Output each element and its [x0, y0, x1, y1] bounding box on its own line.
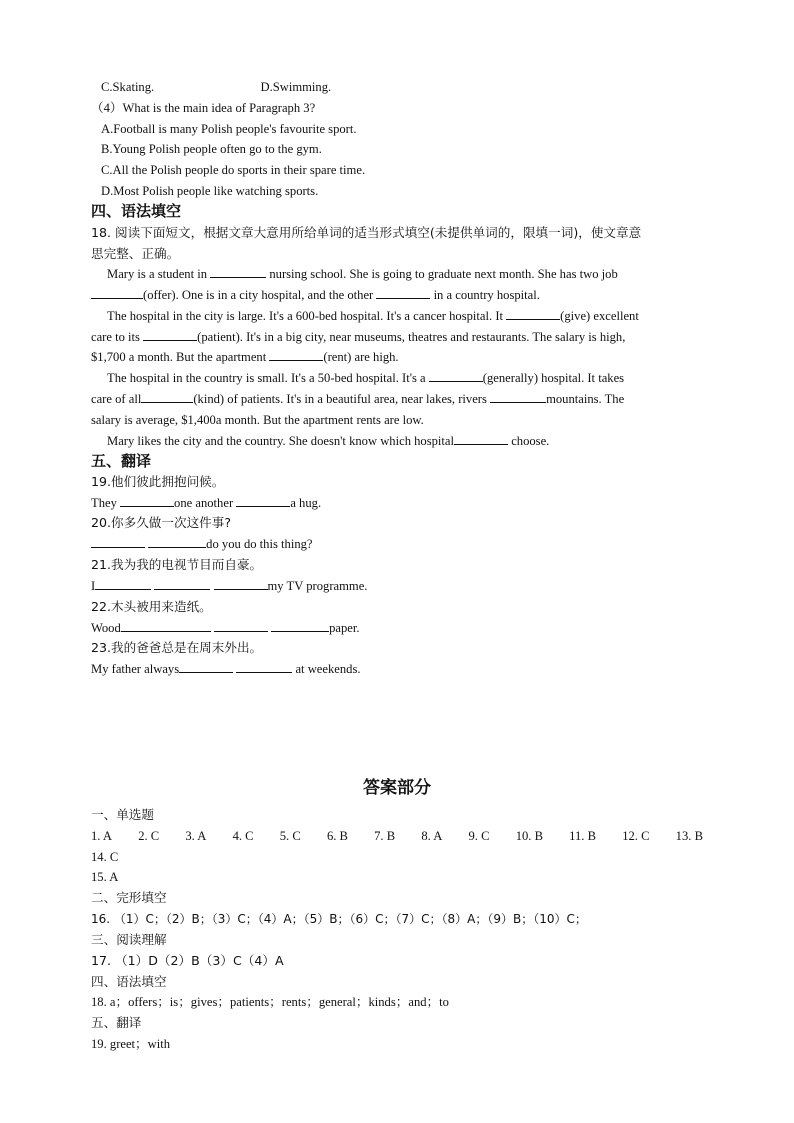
text-segment: The hospital in the city is large. It's a 600-bed hospital. It's a cancer hospital. It: [107, 309, 504, 323]
fill-blank[interactable]: [179, 660, 233, 673]
q18-instruction-line2: 思完整、正确。: [91, 246, 180, 261]
q22-english: [91, 619, 703, 637]
text-segment: care to its: [91, 330, 140, 344]
answer-17: 17. （1）D（2）B（3）C（4）A: [91, 953, 284, 968]
text-segment: (patient). It's in a big city, near museums, theatres and restaurants. The salary is high,: [197, 330, 626, 344]
fill-blank[interactable]: [271, 619, 329, 632]
passage-p4: [107, 432, 719, 450]
answer-18: 18. a；offers；is；gives；patients；rents；general；kinds；and；to: [91, 995, 449, 1009]
answer-item: 5. C: [279, 829, 301, 843]
text-segment: one another: [174, 496, 234, 510]
q19-english: [91, 494, 703, 512]
answer-item: 11. B: [569, 829, 596, 843]
answers-title: 答案部分: [363, 778, 431, 798]
section-heading-grammar: 四、语法填空: [91, 202, 182, 220]
answer-15: 15. A: [91, 870, 119, 884]
answer-item: 7. B: [374, 829, 396, 843]
answer-item: 12. C: [622, 829, 650, 843]
passage-p1-line1: [107, 265, 703, 283]
answer-19: 19. greet；with: [91, 1037, 171, 1051]
q21-english: [91, 577, 703, 595]
q20-chinese: 20.你多久做一次这件事?: [91, 515, 232, 530]
fill-blank[interactable]: [490, 390, 546, 403]
q4-question: （4）What is the main idea of Paragraph 3?: [91, 101, 316, 115]
answer-14: 14. C: [91, 850, 119, 864]
answer-item: 3. A: [185, 829, 207, 843]
text-segment: $1,700 a month. But the apartment: [91, 350, 267, 364]
q20-english: [91, 535, 703, 553]
answer-16: 16. （1）C；（2）B；（3）C；（4）A；（5）B；（6）C；（7）C；（8）A；（9）B；（10）C；: [91, 912, 587, 926]
text-segment: (generally) hospital. It takes: [482, 371, 625, 385]
answers-section2: 二、完形填空: [91, 890, 167, 905]
text-segment: mountains. The: [546, 392, 625, 406]
fill-blank[interactable]: [376, 286, 430, 299]
text-segment: (rent) are high.: [323, 350, 399, 364]
text-segment: (kind) of patients. It's in a beautiful area, near lakes, rivers: [193, 392, 487, 406]
passage-p1-line2: [91, 286, 703, 304]
text-segment: do you do this thing?: [206, 537, 313, 551]
passage-p2-line1: [107, 307, 703, 325]
answer-item: 13. B: [675, 829, 703, 843]
fill-blank[interactable]: [454, 432, 508, 445]
answers-section3: 三、阅读理解: [91, 932, 167, 947]
text-segment: My father always: [91, 662, 180, 676]
fill-blank[interactable]: [148, 535, 206, 548]
text-segment: a hug.: [290, 496, 322, 510]
fill-blank[interactable]: [429, 369, 483, 382]
fill-blank[interactable]: [214, 577, 268, 590]
answer-item: 10. B: [515, 829, 543, 843]
passage-p3-line3: salary is average, $1,400a month. But the apartment rents are low.: [91, 413, 424, 427]
fill-blank[interactable]: [95, 577, 151, 590]
fill-blank[interactable]: [210, 265, 266, 278]
text-segment: paper.: [329, 621, 360, 635]
fill-blank[interactable]: [269, 348, 323, 361]
option-d: D.Swimming.: [260, 80, 332, 94]
answer-item: 9. C: [468, 829, 490, 843]
q4-option-a: A.Football is many Polish people's favourite sport.: [101, 122, 357, 136]
answers-section1: 一、单选题: [91, 807, 154, 822]
text-segment: my TV programme.: [267, 579, 368, 593]
answers-row-1-13: [91, 827, 703, 845]
text-segment: Wood: [91, 621, 121, 635]
fill-blank[interactable]: [91, 535, 145, 548]
q4-option-d: D.Most Polish people like watching sports.: [101, 184, 319, 198]
passage-p2-line3: [91, 348, 703, 366]
q4-option-c: C.All the Polish people do sports in their spare time.: [101, 163, 366, 177]
text-segment: I: [91, 579, 96, 593]
answer-item: 4. C: [232, 829, 254, 843]
fill-blank[interactable]: [91, 286, 143, 299]
passage-p3-line2: [91, 390, 703, 408]
fill-blank[interactable]: [143, 328, 197, 341]
text-segment: at weekends.: [295, 662, 361, 676]
section-heading-translation: 五、翻译: [91, 452, 152, 470]
answers-section5: 五、翻译: [91, 1015, 142, 1030]
fill-blank[interactable]: [236, 494, 290, 507]
passage-p3-line1: [107, 369, 703, 387]
q4-option-b: B.Young Polish people often go to the gym.: [101, 142, 322, 156]
text-segment: They: [91, 496, 117, 510]
text-segment: (give) excellent: [560, 309, 639, 323]
q22-chinese: 22.木头被用来造纸。: [91, 599, 212, 614]
fill-blank[interactable]: [214, 619, 268, 632]
text-segment: nursing school. She is going to graduate next month. She has two job: [269, 267, 618, 281]
text-segment: care of all: [91, 392, 142, 406]
answer-item: 8. A: [421, 829, 443, 843]
fill-blank[interactable]: [121, 619, 211, 632]
answer-item: 6. B: [326, 829, 348, 843]
fill-blank[interactable]: [506, 307, 560, 320]
option-c: C.Skating.: [101, 80, 155, 94]
passage-p2-line2: [91, 328, 703, 346]
text-segment: Mary likes the city and the country. She doesn't know which hospital: [107, 434, 455, 448]
text-segment: The hospital in the country is small. It's a 50-bed hospital. It's a: [107, 371, 426, 385]
text-segment: in a country hospital.: [433, 288, 540, 302]
fill-blank[interactable]: [120, 494, 174, 507]
q18-instruction-line1: 18. 阅读下面短文，根据文章大意用所给单词的适当形式填空(未提供单词的，限填一词)，使文章意: [91, 225, 642, 240]
q23-english: [91, 660, 703, 678]
fill-blank[interactable]: [154, 577, 210, 590]
q3-options: [101, 78, 713, 96]
answers-section4: 四、语法填空: [91, 974, 167, 989]
text-segment: Mary is a student in: [107, 267, 208, 281]
fill-blank[interactable]: [141, 390, 193, 403]
text-segment: choose.: [511, 434, 550, 448]
q19-chinese: 19.他们彼此拥抱问候。: [91, 474, 225, 489]
q21-chinese: 21.我为我的电视节目而自豪。: [91, 557, 263, 572]
answer-item: 2. C: [138, 829, 160, 843]
q23-chinese: 23.我的爸爸总是在周末外出。: [91, 640, 263, 655]
answer-item: 1. A: [91, 829, 112, 843]
fill-blank[interactable]: [236, 660, 292, 673]
text-segment: (offer). One is in a city hospital, and the other: [143, 288, 374, 302]
